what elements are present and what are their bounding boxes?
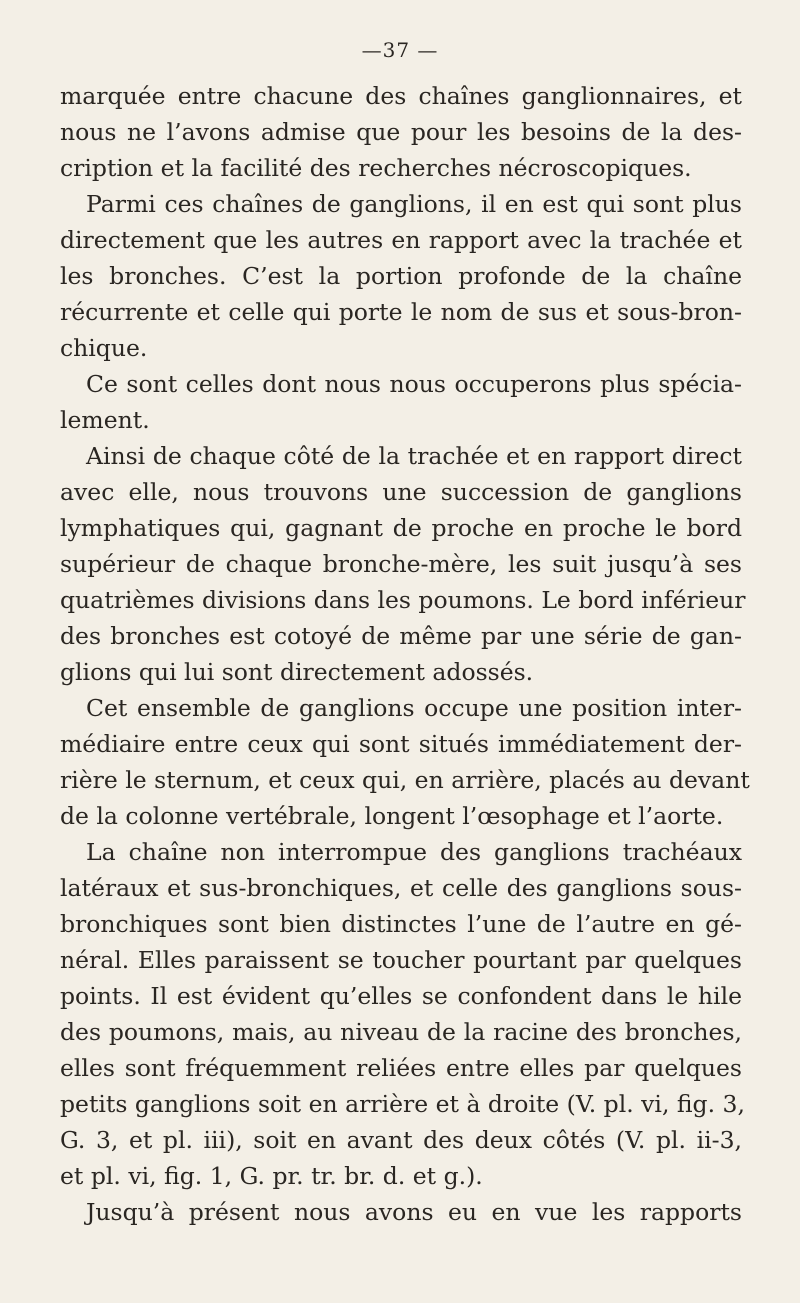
text-line: La chaîne non interrompue des ganglions trachéaux xyxy=(86,838,742,866)
text-line: marquée entre chacune des chaînes ganglionnaires, et xyxy=(60,82,742,110)
text-line: cription et la facilité des recherches nécroscopiques. xyxy=(60,154,692,182)
text-line: néral. Elles paraissent se toucher pourtant par quelques xyxy=(60,946,742,974)
text-line: G. 3, et pl. iii), soit en avant des deux côtés (V. pl. ii-3, xyxy=(60,1126,742,1154)
text-line: latéraux et sus-bronchiques, et celle des ganglions sous- xyxy=(60,874,742,902)
text-line: bronchiques sont bien distinctes l’une de l’autre en gé- xyxy=(60,910,742,938)
body-text xyxy=(60,78,750,1230)
text-line: supérieur de chaque bronche-mère, les suit jusqu’à ses xyxy=(60,550,742,578)
text-line: de la colonne vertébrale, longent l’œsophage et l’aorte. xyxy=(60,802,724,830)
text-line: lymphatiques qui, gagnant de proche en proche le bord xyxy=(60,514,742,542)
text-line: rière le sternum, et ceux qui, en arrière, placés au devant xyxy=(60,766,750,794)
text-line: des bronches est cotoyé de même par une série de gan- xyxy=(60,622,742,650)
text-line: les bronches. C’est la portion profonde de la chaîne xyxy=(60,262,742,290)
text-line: récurrente et celle qui porte le nom de sus et sous-bron- xyxy=(60,298,742,326)
text-line: Cet ensemble de ganglions occupe une position inter- xyxy=(86,694,742,722)
text-line: points. Il est évident qu’elles se confondent dans le hile xyxy=(60,982,742,1010)
page-number: —37 — xyxy=(361,38,439,62)
text-line: des poumons, mais, au niveau de la racine des bronches, xyxy=(60,1018,742,1046)
text-line: chique. xyxy=(60,334,148,362)
text-line: Jusqu’à présent nous avons eu en vue les rapports xyxy=(86,1198,742,1226)
text-line: nous ne l’avons admise que pour les besoins de la des- xyxy=(60,118,742,146)
text-line: Ainsi de chaque côté de la trachée et en rapport direct xyxy=(86,442,742,470)
text-line: Parmi ces chaînes de ganglions, il en est qui sont plus xyxy=(86,190,742,218)
text-line: elles sont fréquemment reliées entre elles par quelques xyxy=(60,1054,742,1082)
text-line: Ce sont celles dont nous nous occuperons plus spécia- xyxy=(86,370,742,398)
text-line: directement que les autres en rapport avec la trachée et xyxy=(60,226,742,254)
text-line: et pl. vi, fig. 1, G. pr. tr. br. d. et g.). xyxy=(60,1162,483,1190)
text-line: glions qui lui sont directement adossés. xyxy=(60,658,534,686)
text-line: petits ganglions soit en arrière et à droite (V. pl. vi, fig. 3, xyxy=(60,1090,745,1118)
text-line: quatrièmes divisions dans les poumons. Le bord inférieur xyxy=(60,586,746,614)
text-line: lement. xyxy=(60,406,150,434)
text-line: médiaire entre ceux qui sont situés immédiatement der- xyxy=(60,730,742,758)
text-line: avec elle, nous trouvons une succession de ganglions xyxy=(60,478,742,506)
